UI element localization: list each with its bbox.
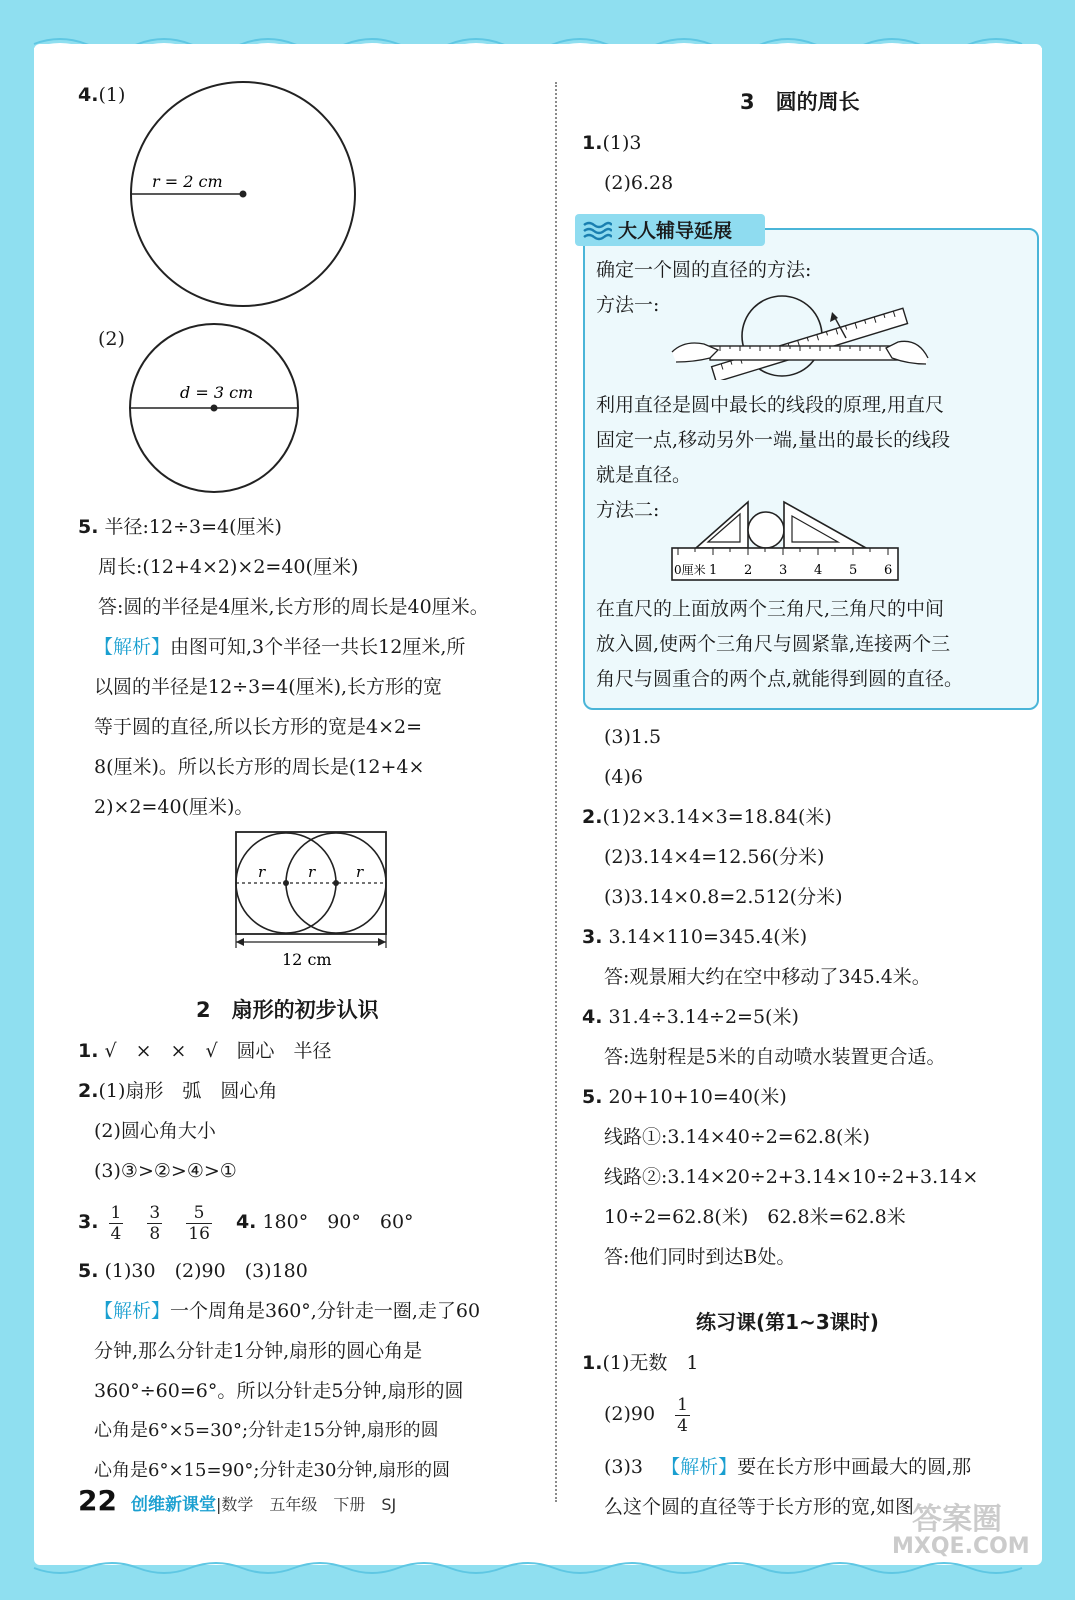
ruler-tick-3: 3 — [779, 563, 788, 578]
s2-q5: 5. (1)30 (2)90 (3)180 — [78, 1260, 308, 1282]
column-divider — [555, 82, 557, 1502]
q5-analysis-1: 【解析】由图可知,3个半径一共长12厘米,所 — [94, 636, 466, 658]
r-q1-2: (2)6.28 — [604, 172, 674, 194]
s2-q5-analysis-5: 心角是6°×15=90°;分针走30分钟,扇形的圆 — [94, 1460, 451, 1481]
tutor-box-title: 大人辅导延展 — [618, 220, 733, 242]
r-q5-1: 5. 20+10+10=40(米) — [582, 1086, 787, 1108]
box-line-4: 就是直径。 — [596, 464, 692, 486]
ruler-tick-4: 4 — [814, 563, 823, 578]
r-q3-1: 3. 3.14×110=345.4(米) — [582, 926, 808, 948]
s2-q2-3: (3)③>②>④>① — [94, 1160, 237, 1182]
box-method-2: 方法二: — [596, 499, 660, 521]
q5-analysis-3: 等于圆的直径,所以长方形的宽是4×2= — [94, 716, 423, 738]
ruler-tick-2: 2 — [744, 563, 753, 578]
q5-analysis-5: 2)×2=40(厘米)。 — [94, 796, 254, 818]
triangles-ruler-illustration — [670, 496, 904, 584]
wavy-bottom-border — [0, 1560, 1075, 1600]
s2-q5-analysis-3: 360°÷60=6°。所以分针走5分钟,扇形的圆 — [94, 1380, 464, 1402]
fig-r-3: r — [356, 863, 364, 881]
book-meta: |数学 五年级 下册 SJ — [215, 1495, 397, 1514]
brand-name: 创维新课堂 — [130, 1495, 216, 1515]
wave-icon — [582, 219, 612, 241]
r-q4-1: 4. 31.4÷3.14÷2=5(米) — [582, 1006, 799, 1028]
section-3-title: 3 圆的周长 — [740, 90, 860, 114]
box-line-3: 固定一点,移动另外一端,量出的最长的线段 — [596, 429, 951, 451]
box-line-2: 利用直径是圆中最长的线段的原理,用直尺 — [596, 394, 945, 416]
fig-width-label: 12 cm — [282, 950, 332, 969]
s2-q2-2: (2)圆心角大小 — [94, 1120, 216, 1142]
s2-q5-analysis-2: 分钟,那么分针走1分钟,扇形的圆心角是 — [94, 1340, 423, 1362]
radius-label: r = 2 cm — [152, 172, 223, 191]
r-q1-4: (4)6 — [604, 766, 644, 788]
fraction-5-16: $\frac{5}{16}$ — [188, 1202, 210, 1244]
q5-analysis-4: 8(厘米)。所以长方形的周长是(12+4× — [94, 756, 425, 778]
q4-part2: (2) — [98, 328, 125, 350]
fraction-1-4-practice: $\frac{1}{4}$ — [677, 1394, 688, 1436]
rectangle-circles-figure — [228, 828, 392, 970]
analysis-tag: 【解析】 — [94, 636, 171, 658]
fraction-3-8: $\frac{3}{8}$ — [149, 1202, 161, 1244]
q4-heading: 4.(1) — [78, 84, 126, 106]
q5-line2: 周长:(12+4×2)×2=40(厘米) — [98, 556, 359, 578]
watermark-text: 答案圈 — [912, 1502, 1002, 1537]
r-q2-1: 2.(1)2×3.14×3=18.84(米) — [582, 806, 832, 828]
r-q2-3: (3)3.14×0.8=2.512(分米) — [604, 886, 843, 908]
analysis-tag: 【解析】 — [661, 1456, 738, 1478]
wavy-top-border — [0, 0, 1075, 50]
ruler-tick-6: 6 — [884, 563, 893, 578]
ruler-circle-illustration — [670, 288, 932, 380]
analysis-tag: 【解析】 — [94, 1300, 171, 1322]
r-q2-2: (2)3.14×4=12.56(分米) — [604, 846, 825, 868]
s2-q3-q4: 3. $\frac{1}{4}$ $\frac{3}{8}$ $\frac{5}{16}$ 4. 180° 90° 60° — [78, 1202, 414, 1244]
r-q5-5: 答:他们同时到达B处。 — [604, 1246, 796, 1268]
s2-q1: 1. √ × × √ 圆心 半径 — [78, 1040, 332, 1062]
fraction-1-4: $\frac{1}{4}$ — [110, 1202, 122, 1244]
s2-q2-1: 2.(1)扇形 弧 圆心角 — [78, 1080, 278, 1102]
page-number: 22 — [78, 1484, 117, 1517]
practice-title: 练习课(第1~3课时) — [696, 1310, 879, 1334]
p-q1-3: (3)3 【解析】要在长方形中画最大的圆,那 — [604, 1456, 972, 1478]
p-q1-3-analysis-2: 么这个圆的直径等于长方形的宽,如图 — [604, 1496, 915, 1518]
ruler-tick-5: 5 — [849, 563, 858, 578]
s2-q5-analysis-4: 心角是6°×5=30°;分针走15分钟,扇形的圆 — [94, 1420, 439, 1441]
s2-q5-analysis-1: 【解析】一个周角是360°,分针走一圈,走了60 — [94, 1300, 481, 1322]
box-line-1: 确定一个圆的直径的方法: — [596, 259, 812, 281]
ruler-tick-1: 1 — [709, 563, 718, 578]
box-method-1: 方法一: — [596, 294, 660, 316]
box-line-7: 角尺与圆重合的两个点,就能得到圆的直径。 — [596, 668, 964, 690]
page-footer — [78, 1484, 396, 1517]
r-q5-2: 线路①:3.14×40÷2=62.8(米) — [604, 1126, 870, 1148]
circle-radius-figure — [126, 80, 362, 312]
box-line-5: 在直尺的上面放两个三角尺,三角尺的中间 — [596, 598, 945, 620]
r-q5-3: 线路②:3.14×20÷2+3.14×10÷2+3.14× — [604, 1166, 979, 1188]
r-q1-1: 1.(1)3 — [582, 132, 642, 154]
q5-line3: 答:圆的半径是4厘米,长方形的周长是40厘米。 — [98, 596, 489, 618]
watermark-url: MXQE.COM — [892, 1534, 1030, 1559]
ruler-zero-label: 0厘米 — [674, 563, 706, 577]
circle-diameter-figure — [126, 322, 302, 496]
q5-line1: 5. 半径:12÷3=4(厘米) — [78, 516, 282, 538]
r-q5-4: 10÷2=62.8(米) 62.8米=62.8米 — [604, 1206, 906, 1228]
r-q4-2: 答:选射程是5米的自动喷水装置更合适。 — [604, 1046, 946, 1068]
r-q1-3: (3)1.5 — [604, 726, 662, 748]
p-q1-2: (2)90 $\frac{1}{4}$ — [604, 1394, 688, 1436]
q5-analysis-2: 以圆的半径是12÷3=4(厘米),长方形的宽 — [94, 676, 443, 698]
p-q1-1: 1.(1)无数 1 — [582, 1352, 699, 1374]
diameter-label: d = 3 cm — [180, 383, 254, 402]
r-q3-2: 答:观景厢大约在空中移动了345.4米。 — [604, 966, 931, 988]
box-line-6: 放入圆,使两个三角尺与圆紧靠,连接两个三 — [596, 633, 951, 655]
section-2-title: 2 扇形的初步认识 — [196, 998, 379, 1022]
fig-r-1: r — [258, 863, 266, 881]
fig-r-2: r — [308, 863, 316, 881]
